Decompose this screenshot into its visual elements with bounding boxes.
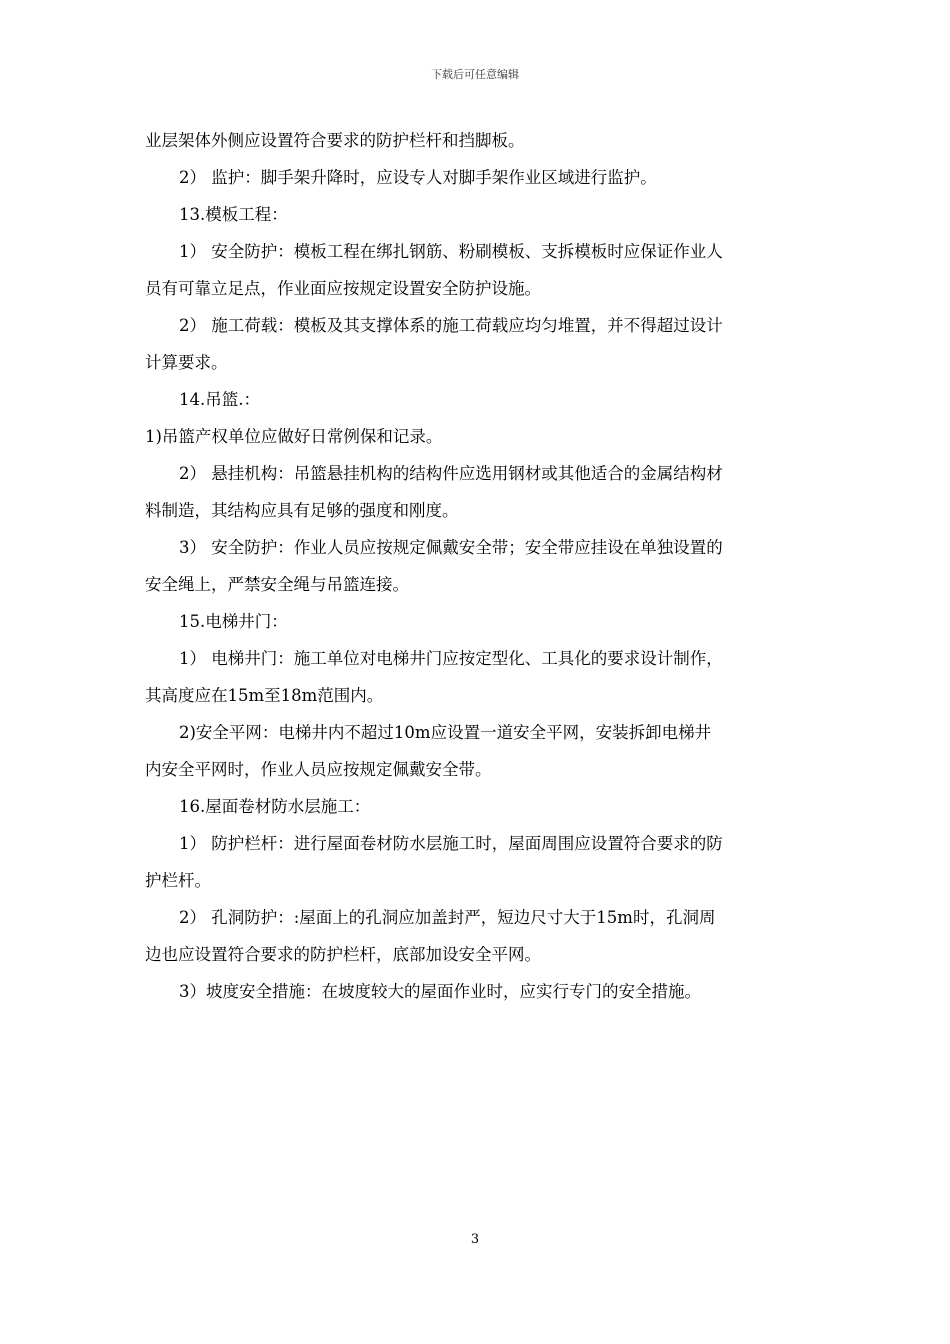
text-line: 1） 安全防护：模板工程在绑扎钢筋、粉刷模板、支拆模板时应保证作业人 [179,242,723,261]
text-line: 其高度应在15m至18m范围内。 [145,686,384,705]
text-line: 计算要求。 [145,353,228,372]
text-line: 16.屋面卷材防水层施工： [179,797,371,816]
text-line: 料制造，其结构应具有足够的强度和刚度。 [145,501,459,520]
text-line: 2） 监护：脚手架升降时，应设专人对脚手架作业区域进行监护。 [179,168,657,187]
document-body [145,122,810,1010]
text-line: 业层架体外侧应设置符合要求的防护栏杆和挡脚板。 [145,131,525,150]
text-line: 内安全平网时，作业人员应按规定佩戴安全带。 [145,760,492,779]
page-number: 3 [470,1232,480,1247]
text-line: 14.吊篮.： [179,390,260,409]
text-line: 员有可靠立足点，作业面应按规定设置安全防护设施。 [145,279,541,298]
text-line: 13.模板工程： [179,205,288,224]
text-line: 2)安全平网：电梯井内不超过10m应设置一道安全平网，安装拆卸电梯井 [179,723,712,742]
text-line: 15.电梯井门： [179,612,288,631]
text-line: 1） 防护栏杆：进行屋面卷材防水层施工时，屋面周围应设置符合要求的防 [179,834,723,853]
text-line: 1)吊篮产权单位应做好日常例保和记录。 [145,427,443,446]
text-line: 2） 施工荷载：模板及其支撑体系的施工荷载应均匀堆置，并不得超过设计 [179,316,723,335]
text-line: 安全绳上，严禁安全绳与吊篮连接。 [145,575,409,594]
page-header: 下载后可任意编辑 [431,68,519,81]
text-line: 2） 孔洞防护：:屋面上的孔洞应加盖封严，短边尺寸大于15m时，孔洞周 [179,908,716,927]
text-line: 2） 悬挂机构：吊篮悬挂机构的结构件应选用钢材或其他适合的金属结构材 [179,464,723,483]
text-line: 护栏杆。 [145,871,211,890]
text-line: 3） 安全防护：作业人员应按规定佩戴安全带；安全带应挂设在单独设置的 [179,538,723,557]
text-line: 边也应设置符合要求的防护栏杆，底部加设安全平网。 [145,945,541,964]
text-line: 1） 电梯井门：施工单位对电梯井门应按定型化、工具化的要求设计制作， [179,649,723,668]
text-line: 3）坡度安全措施：在坡度较大的屋面作业时，应实行专门的安全措施。 [179,982,701,1001]
